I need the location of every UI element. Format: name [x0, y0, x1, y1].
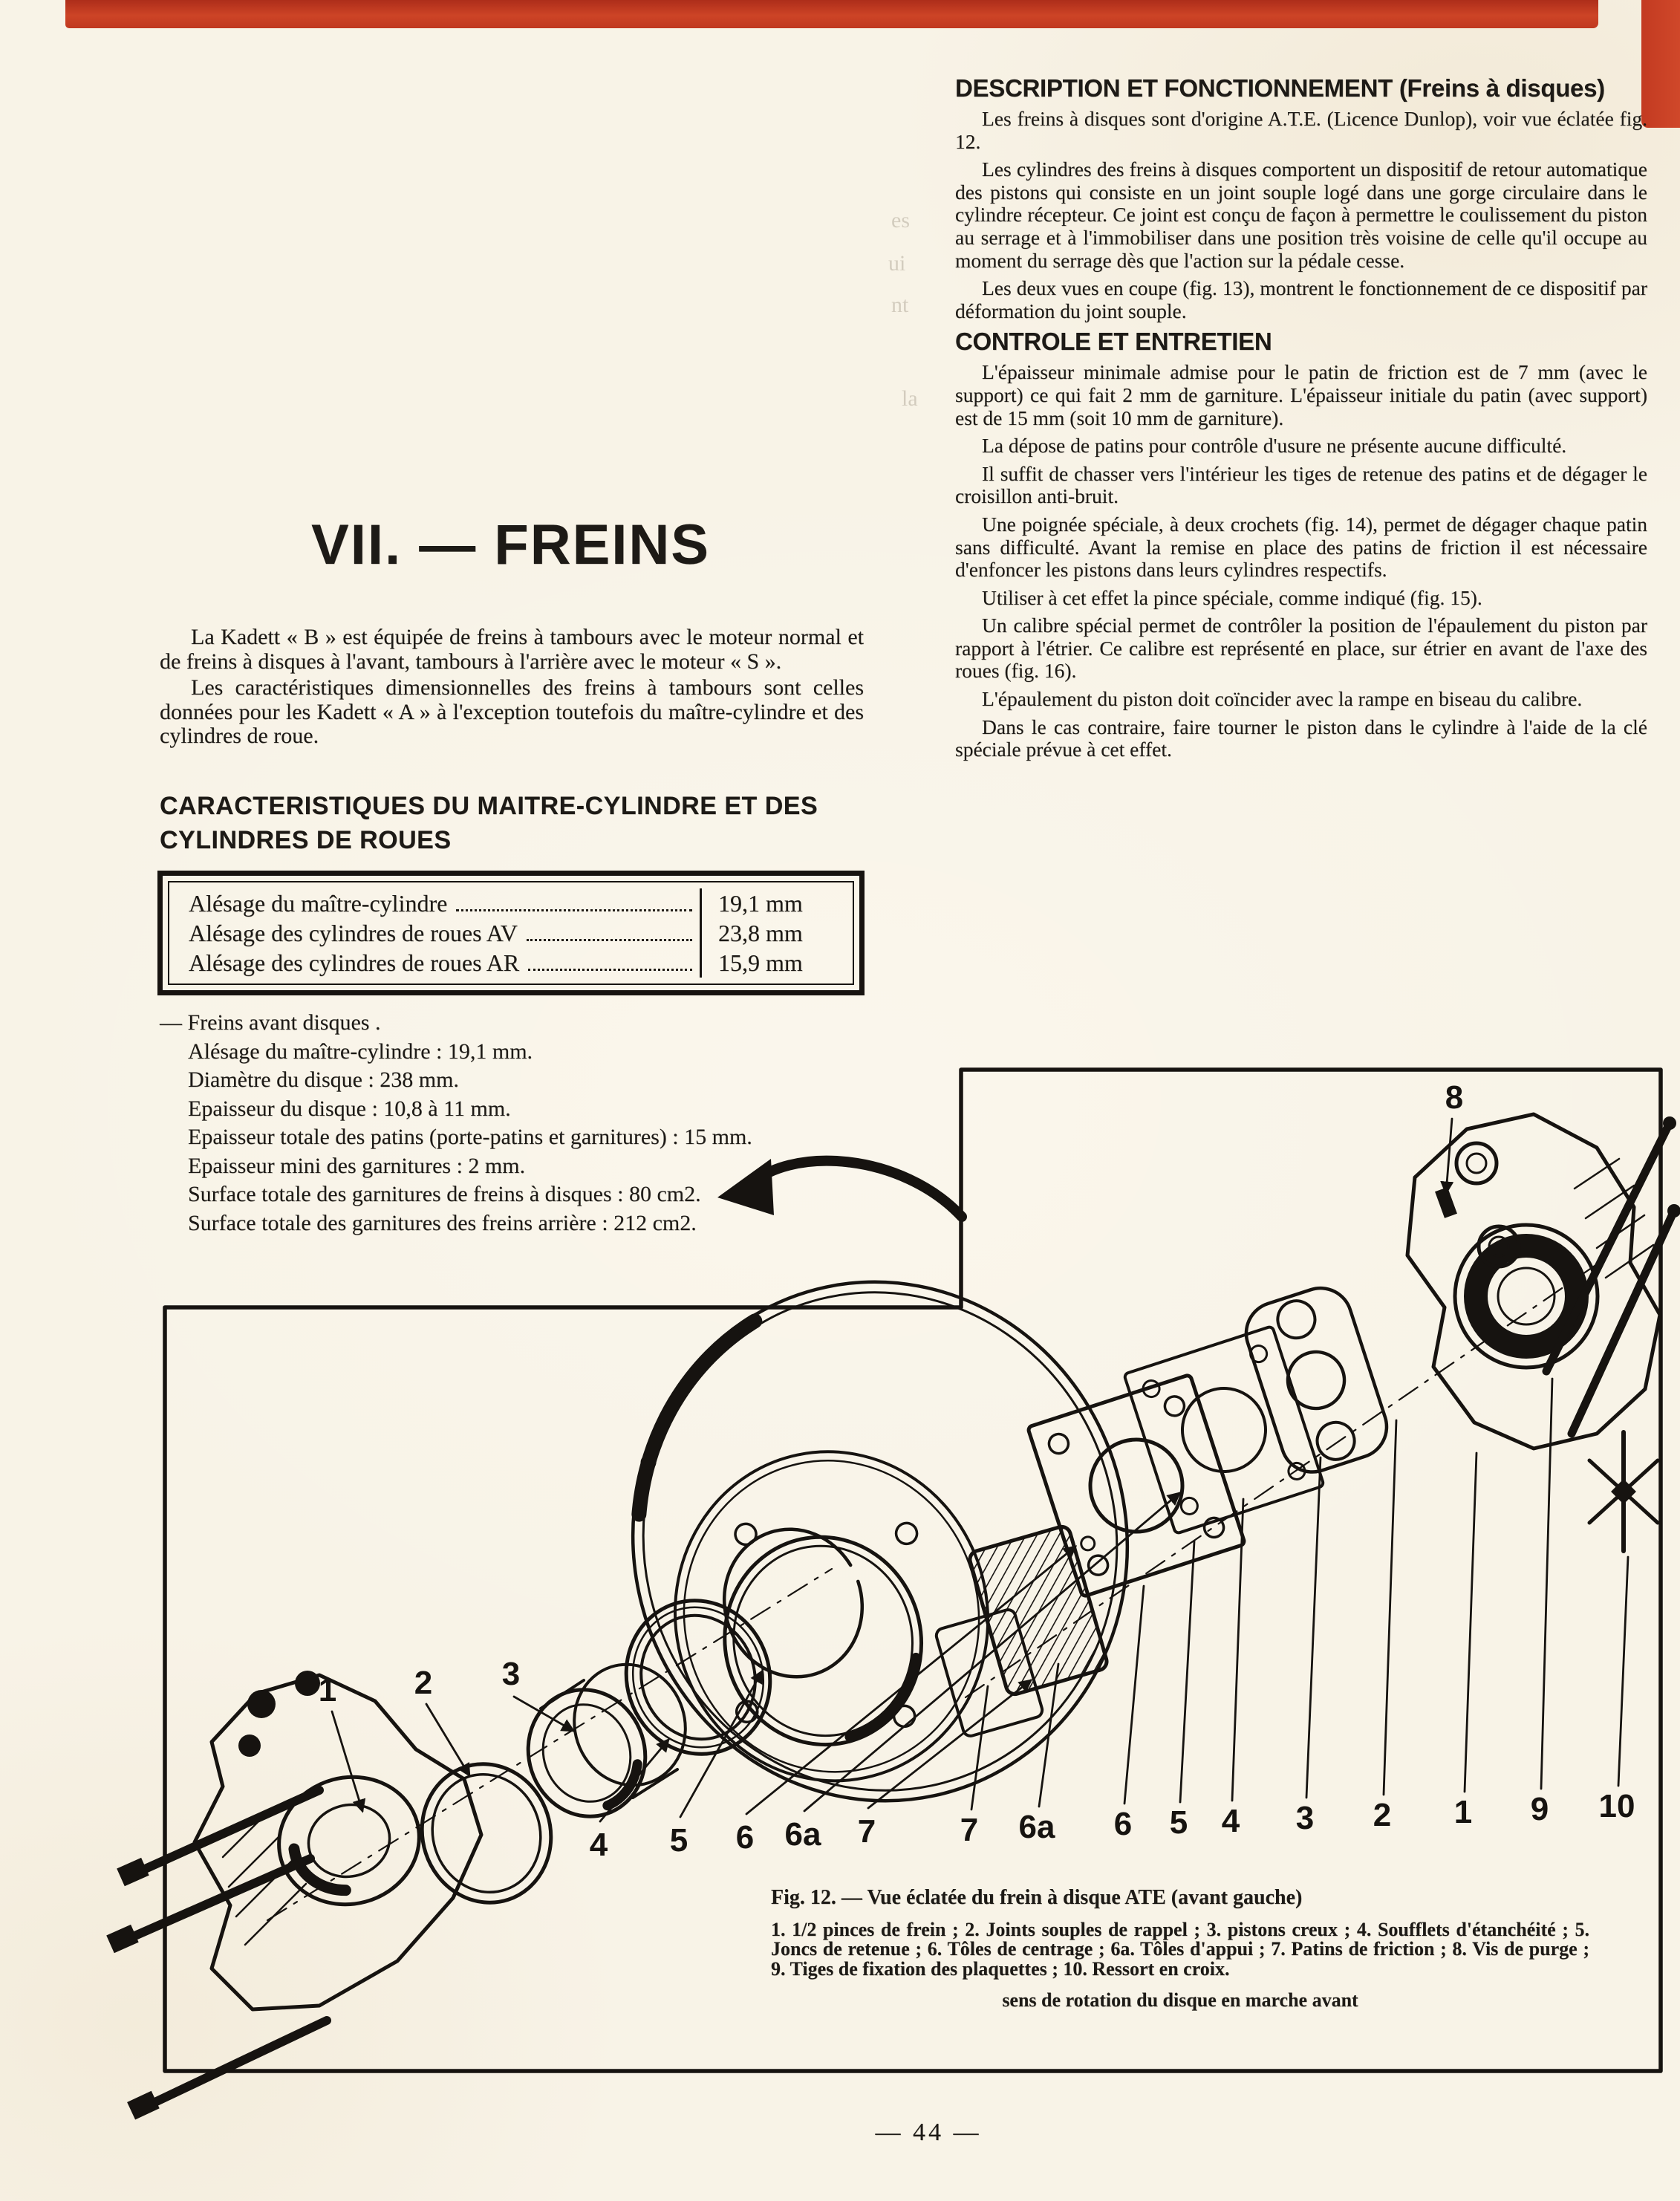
axis-centerline — [267, 1264, 1597, 1920]
spec-line: Epaisseur du disque : 10,8 à 11 mm. — [188, 1096, 511, 1121]
spec-line: Diamètre du disque : 238 mm. — [188, 1067, 459, 1092]
section-heading-controle: CONTROLE ET ENTRETIEN — [955, 328, 1272, 356]
figure-caption — [771, 1888, 1589, 2011]
chapter-title: VII. — FREINS — [311, 513, 710, 576]
spec-line: Epaisseur mini des garnitures : 2 mm. — [188, 1153, 526, 1178]
spec-line: Epaisseur totale des patins (porte-patins et garnitures) : 15 mm. — [188, 1125, 752, 1149]
paragraph: Les cylindres des freins à disques comportent un dispositif de retour automatique des pistons qui consiste en un joint souple logé dans une gorge circulaire dans le cylindre récepteur. Ce joint est conçu de façon à permettre le coulissement du piston au serrage et à l'immobiliser dans une position très voisine de celle qu'il occupe au moment du serrage dès que l'action sur la pédale cesse. — [955, 157, 1647, 272]
paragraph: Dans le cas contraire, faire tourner le piston dans le cylindre à l'aide de la clé spéciale prévue à cet effet. — [955, 715, 1647, 761]
part-label: 4 — [589, 1827, 608, 1863]
backing-plate — [1124, 1326, 1324, 1534]
figure-caption-legend: 1. 1/2 pinces de frein ; 2. Joints souples de rappel ; 3. pistons creux ; 4. Soufflets d'étanchéité ; 5. Joncs de retenue ; 6. Tôles de centrage ; 6a. Tôles d'appui ; 7. Patins de friction ; 8. Vis de purge ; 9. Tiges de fixation des plaquettes ; 10. Ressort en croix. — [771, 1918, 1589, 1980]
part-label: 4 — [1221, 1803, 1240, 1839]
part-label: 1 — [318, 1672, 337, 1709]
table-cell-label: Alésage des cylindres de roues AV — [189, 920, 518, 946]
part-label: 3 — [501, 1656, 521, 1692]
paragraph: Les freins à disques sont d'origine A.T.E. (Licence Dunlop), voir vue éclatée fig. 12. — [955, 107, 1647, 153]
section-heading-caracteristiques: CARACTERISTIQUES DU MAITRE-CYLINDRE ET DES CYLINDRES DE ROUES — [160, 792, 818, 854]
paragraph: Les deux vues en coupe (fig. 13), montrent le fonctionnement de ce dispositif par déformation du joint souple. — [955, 276, 1647, 322]
paragraph: Une poignée spéciale, à deux crochets (fig. 14), permet de dégager chaque patin sans difficulté. Avant la remise en place des patins de friction il est nécessaire d'enfoncer les pistons dans leurs cylindres respectifs. — [955, 512, 1647, 582]
part-label: 10 — [1598, 1788, 1635, 1824]
rotation-arrow — [717, 1159, 962, 1217]
part-label: 5 — [669, 1822, 688, 1859]
part-label: 5 — [1169, 1804, 1188, 1841]
spec-line: Surface totale des garnitures des freins arrière : 212 cm2. — [188, 1210, 697, 1235]
part-label: 2 — [1373, 1797, 1392, 1833]
ghost-mark: ui — [888, 251, 906, 276]
paragraph: La dépose de patins pour contrôle d'usure ne présente aucune difficulté. — [982, 434, 1567, 458]
part-label: 2 — [414, 1665, 433, 1701]
paragraph: L'épaulement du piston doit coïncider avec la rampe en biseau du calibre. — [982, 687, 1583, 711]
ghost-mark: nt — [891, 293, 909, 317]
part-label: 6a — [1018, 1809, 1055, 1845]
spec-line: — Freins avant disques . — [160, 1010, 381, 1035]
paragraph: La Kadett « B » est équipée de freins à tambours avec le moteur normal et de freins à disques à l'avant, tambours à l'arrière avec le moteur « S ». — [160, 625, 864, 674]
spec-line: Surface totale des garnitures de freins à disques : 80 cm2. — [188, 1182, 701, 1206]
part-label: 6 — [1113, 1806, 1133, 1842]
leader-lines — [332, 1119, 1628, 1821]
seal-ring — [404, 1747, 569, 1919]
table-cell-label: Alésage des cylindres de roues AR — [189, 949, 520, 976]
part-label: 7 — [857, 1813, 876, 1850]
table-cell-value: 19,1 mm — [700, 888, 853, 918]
paragraph: L'épaisseur minimale admise pour le patin de friction est de 7 mm (avec le support) ce qui fait 2 mm de garniture. L'épaisseur initiale du patin (avec support) est de 15 mm (soit 10 mm de garniture). — [955, 360, 1647, 429]
part-label: 8 — [1445, 1079, 1464, 1116]
cross-spring — [1589, 1432, 1658, 1551]
caliper-half-left — [195, 1671, 481, 2009]
section-heading-description: DESCRIPTION ET FONCTIONNEMENT (Freins à disques) — [955, 74, 1605, 102]
page-number: — 44 — — [875, 2119, 982, 2146]
part-label: 3 — [1295, 1800, 1315, 1836]
paragraph: Les caractéristiques dimensionnelles des freins à tambours sont celles données pour les Kadett « A » à l'exception toutefois du maître-cylindre et des cylindres de roue. — [160, 675, 864, 748]
part-label: 6 — [735, 1819, 755, 1856]
paragraph: Utiliser à cet effet la pince spéciale, comme indiqué (fig. 15). — [982, 585, 1482, 609]
part-label: 9 — [1530, 1791, 1549, 1827]
part-label: 7 — [960, 1812, 979, 1848]
figure-caption-note: sens de rotation du disque en marche avant — [1002, 1989, 1358, 2011]
ghost-mark: la — [902, 386, 918, 411]
brake-disc — [585, 1236, 1175, 1847]
spec-line: Alésage du maître-cylindre : 19,1 mm. — [188, 1038, 533, 1064]
table-cell-label: Alésage du maître-cylindre — [189, 890, 448, 917]
paragraph: Il suffit de chasser vers l'intérieur les tiges de retenue des patins et de dégager le croisillon anti-bruit. — [955, 461, 1647, 508]
ghost-mark: es — [891, 208, 910, 233]
part-label: 1 — [1453, 1794, 1473, 1830]
figure-caption-title: Fig. 12. — Vue éclatée du frein à disque ATE (avant gauche) — [771, 1886, 1303, 1909]
table-cell-value: 15,9 mm — [700, 948, 853, 978]
part-label: 6a — [784, 1816, 821, 1853]
paragraph: Un calibre spécial permet de contrôler la position de l'épaulement du piston par rapport à l'étrier. Ce calibre est représenté en place, sur étrier en avant de l'axe des roues (fig. 16). — [955, 614, 1647, 683]
caliper-half-right — [1407, 1114, 1660, 1449]
table-cell-value: 23,8 mm — [700, 918, 853, 948]
